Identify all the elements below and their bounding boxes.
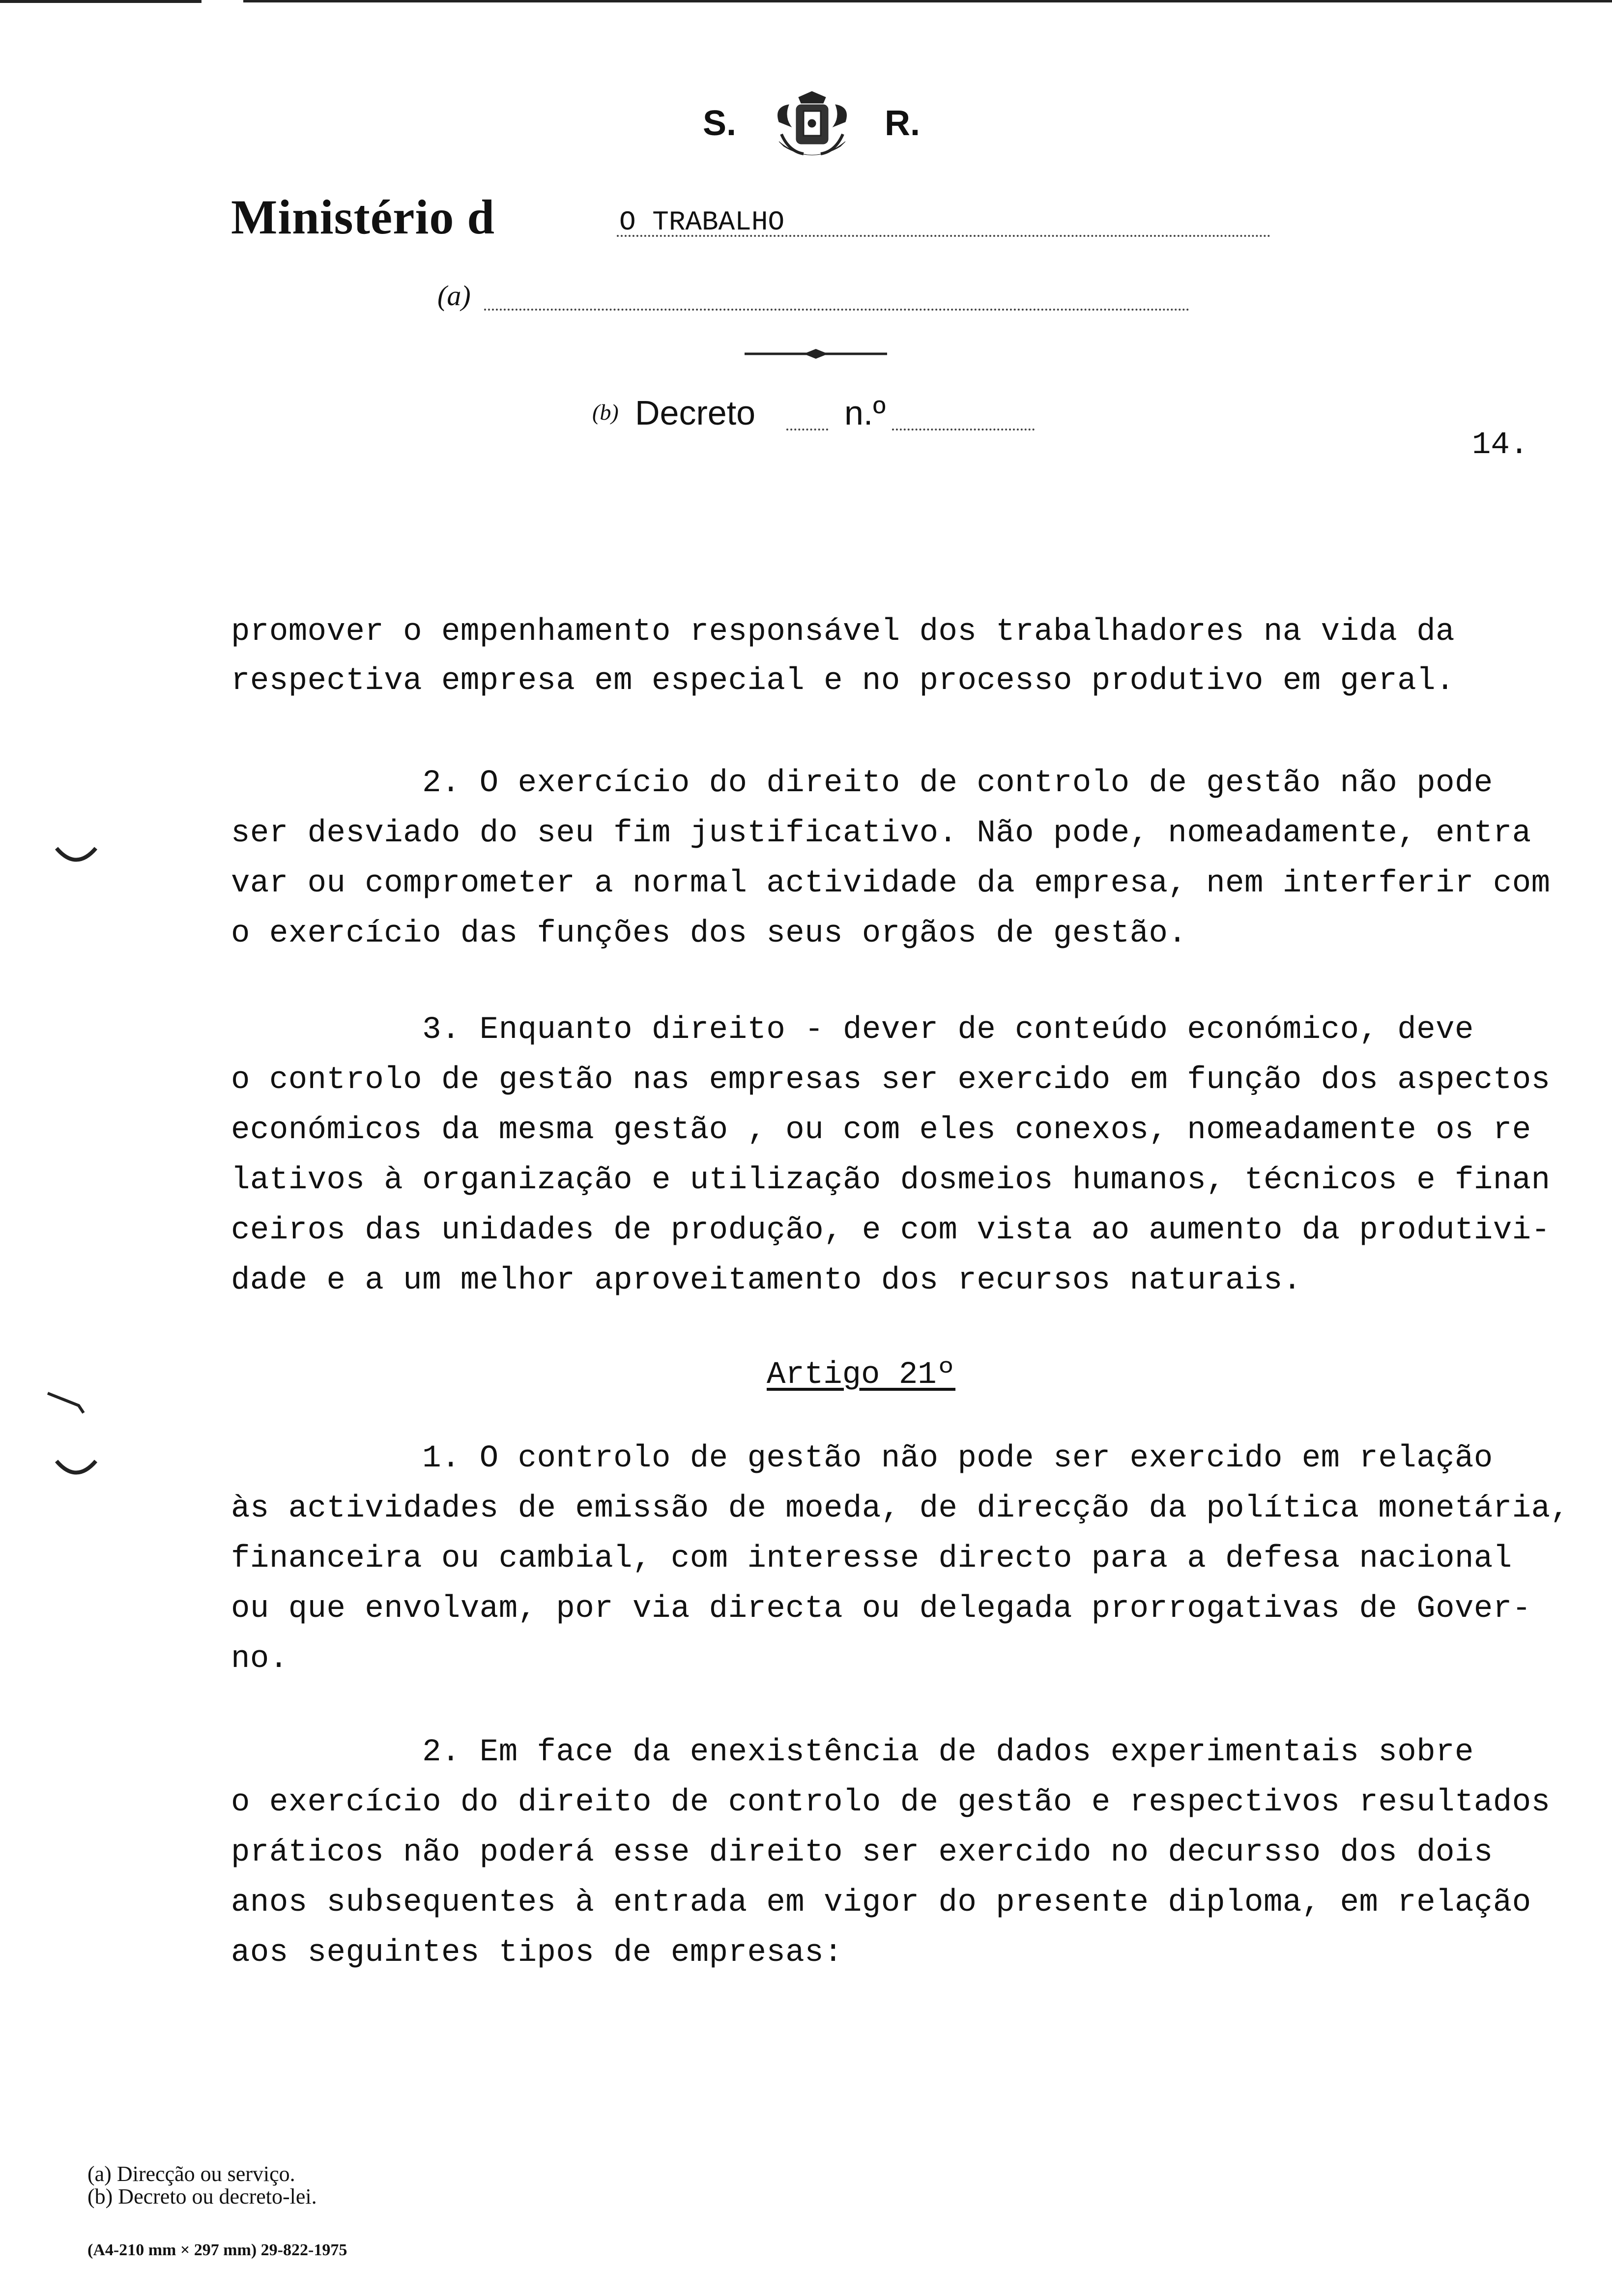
ornament-divider	[745, 346, 887, 361]
ministry-name: O TRABALHO	[619, 206, 785, 238]
margin-mark	[54, 1457, 98, 1482]
body-line: às actividades de emissão de moeda, de direcção da política monetária,	[231, 1491, 1570, 1526]
body-line: ou que envolvam, por via directa ou delegada prorrogativas de Gover-	[231, 1591, 1531, 1627]
body-line: aos seguintes tipos de empresas:	[231, 1935, 843, 1971]
decree-number-dotted-line	[892, 429, 1035, 430]
decree-word: Decreto	[635, 394, 756, 432]
header-s-letter: S.	[703, 104, 737, 143]
decree-dotted-line	[786, 429, 828, 430]
print-info: (A4-210 mm × 297 mm) 29-822-1975	[87, 2241, 347, 2259]
body-line: 3. Enquanto direito - dever de conteúdo económico, deve	[231, 1012, 1474, 1048]
body-line: dade e a um melhor aproveitamento dos recursos naturais.	[231, 1263, 1302, 1298]
page-number: 14.	[1472, 428, 1529, 463]
body-line: promover o empenhamento responsável dos trabalhadores na vida da	[231, 614, 1455, 650]
ministry-title-prefix: Ministério d	[231, 190, 495, 244]
body-line: var ou comprometer a normal actividade da empresa, nem interferir com	[231, 866, 1551, 901]
body-line: o exercício das funções dos seus orgãos de gestão.	[231, 916, 1187, 951]
footnote-b: (b) Decreto ou decreto-lei.	[87, 2184, 317, 2209]
top-rule-left	[0, 0, 202, 3]
body-line: financeira ou cambial, com interesse directo para a defesa nacional	[231, 1541, 1512, 1577]
body-line: 1. O controlo de gestão não pode ser exercido em relação	[231, 1441, 1493, 1476]
body-line: práticos não poderá esse direito ser exercido no decursso dos dois	[231, 1835, 1493, 1870]
body-line: no.	[231, 1641, 288, 1677]
article-title: Artigo 21º	[767, 1357, 956, 1393]
body-line: 2. O exercício do direito de controlo de gestão não pode	[231, 766, 1493, 801]
body-line: respectiva empresa em especial e no processo produtivo em geral.	[231, 663, 1455, 699]
decree-b-label: (b)	[592, 400, 619, 425]
body-line: lativos à organização e utilização dosmeios humanos, técnicos e finan	[231, 1163, 1551, 1198]
margin-mark	[47, 1391, 86, 1415]
margin-mark	[54, 844, 98, 869]
body-line: ceiros das unidades de produção, e com vista ao aumento da produtivi-	[231, 1213, 1551, 1248]
body-line: o controlo de gestão nas empresas ser exercido em função dos aspectos	[231, 1062, 1551, 1098]
footnote-a: (a) Direcção ou serviço.	[87, 2162, 295, 2186]
ministry-dotted-line	[617, 235, 1270, 237]
coat-of-arms-seal	[769, 87, 855, 171]
decree-number-label: n.º	[844, 394, 886, 432]
header-r-letter: R.	[885, 104, 920, 143]
body-line: ser desviado do seu fim justificativo. Não pode, nomeadamente, entra	[231, 816, 1531, 851]
line-a-label: (a)	[437, 280, 471, 312]
body-line: 2. Em face da enexistência de dados experimentais sobre	[231, 1735, 1474, 1770]
body-line: anos subsequentes à entrada em vigor do presente diploma, em relação	[231, 1885, 1531, 1921]
line-a-dotted-line	[484, 309, 1189, 311]
body-line: económicos da mesma gestão , ou com eles conexos, nomeadamente os re	[231, 1113, 1531, 1148]
body-line: o exercício do direito de controlo de gestão e respectivos resultados	[231, 1785, 1551, 1820]
top-rule-right	[243, 0, 1612, 2]
